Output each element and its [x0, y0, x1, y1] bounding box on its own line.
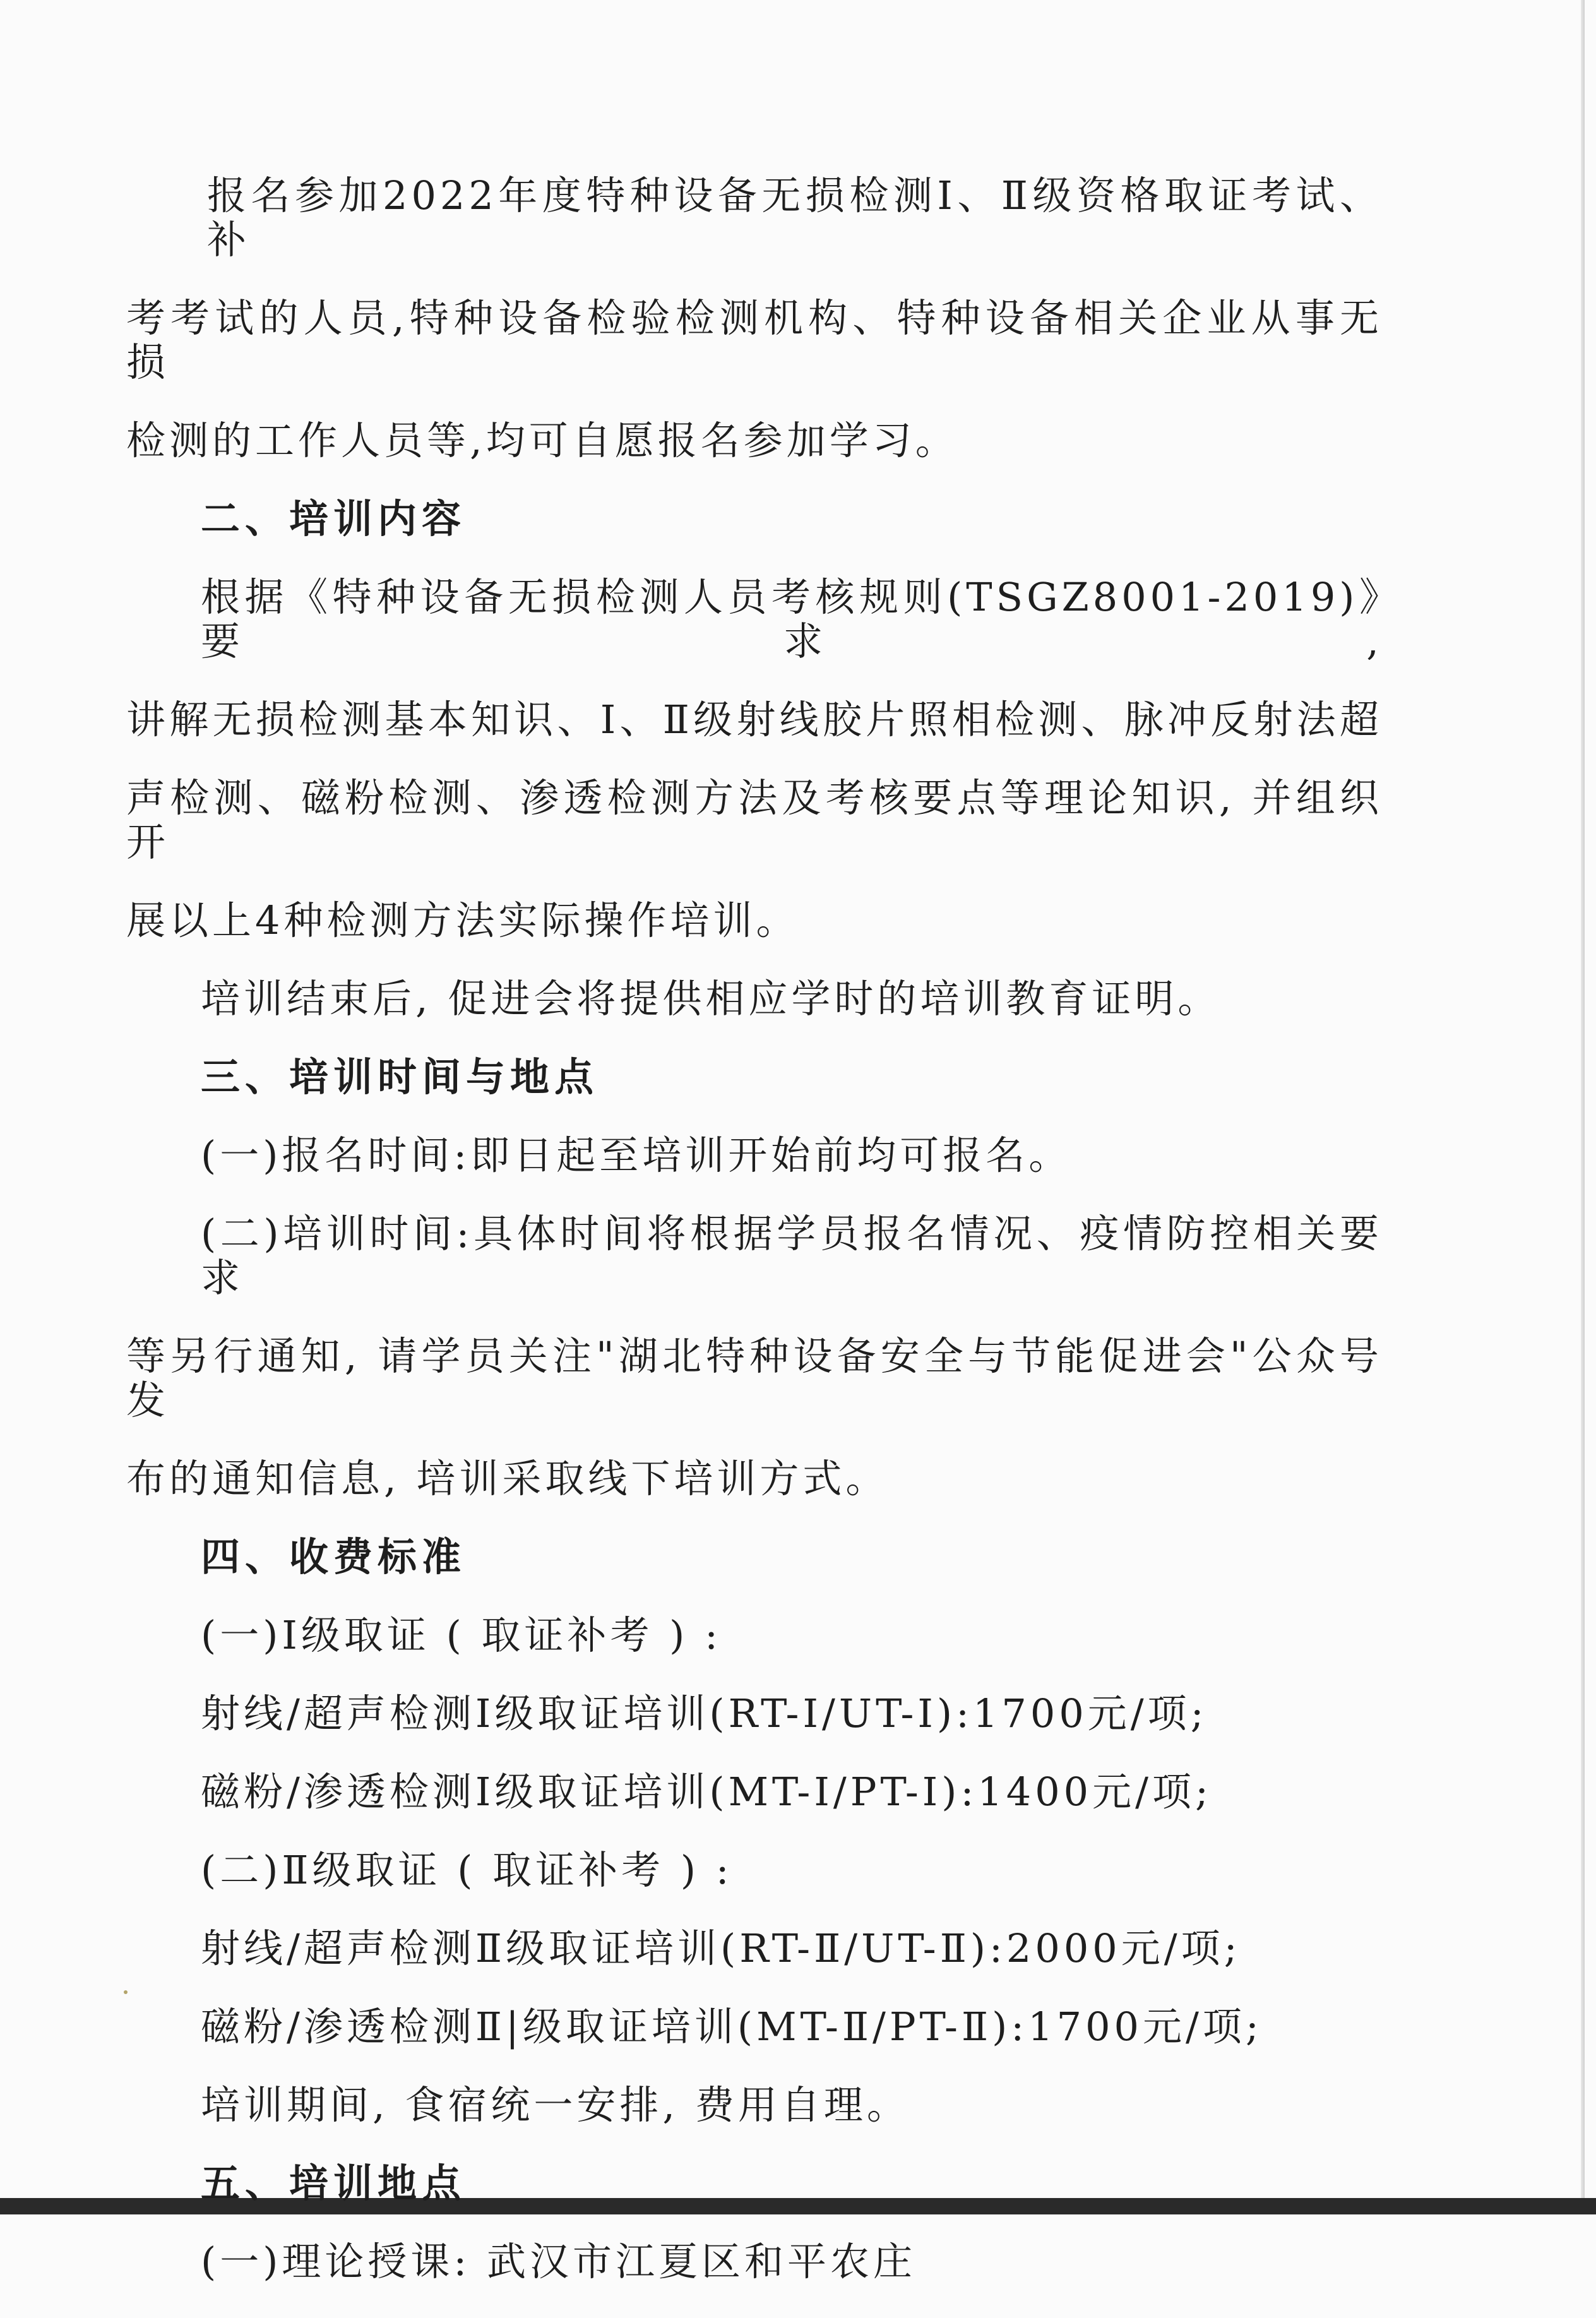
fee-level2-rt-ut: 射线/超声检测Ⅱ级取证培训(RT-Ⅱ/UT-Ⅱ):2000元/项; [201, 1925, 1241, 1971]
content-line-4: 展以上4种检测方法实际操作培训。 [126, 897, 799, 943]
fee-level1-mt-pt: 磁粉/渗透检测Ⅰ级取证培训(MT-Ⅰ/PT-Ⅰ):1400元/项; [201, 1769, 1212, 1815]
document-body [126, 174, 1383, 2318]
section-heading-time-place: 三、培训时间与地点 [201, 1054, 599, 1100]
content-line-1: 根据《特种设备无损检测人员考核规则(TSGZ8001-2019)》要求, [201, 574, 1383, 664]
section-heading-training-content: 二、培训内容 [201, 496, 467, 542]
content-line-3: 声检测、磁粉检测、渗透检测方法及考核要点等理论知识, 并组织开 [126, 775, 1383, 865]
training-time-line-1: (二)培训时间:具体时间将根据学员报名情况、疫情防控相关要求 [201, 1210, 1383, 1301]
page-right-edge [1581, 0, 1585, 2214]
training-time-line-3: 布的通知信息, 培训采取线下培训方式。 [126, 1455, 889, 1502]
training-time-line-2: 等另行通知, 请学员关注"湖北特种设备安全与节能促进会"公众号发 [126, 1333, 1383, 1423]
section-heading-fees: 四、收费标准 [201, 1534, 467, 1580]
fee-level2-title: (二)Ⅱ级取证 ( 取证补考 ) : [201, 1847, 733, 1893]
lodging-note: 培训期间, 食宿统一安排, 费用自理。 [201, 2082, 910, 2128]
fee-level1-title: (一)Ⅰ级取证 ( 取证补考 ) : [201, 1612, 722, 1658]
fee-level2-mt-pt: 磁粉/渗透检测Ⅱ|级取证培训(MT-Ⅱ/PT-Ⅱ):1700元/项; [201, 2004, 1263, 2050]
certificate-note: 培训结束后, 促进会将提供相应学时的培训教育证明。 [201, 976, 1221, 1022]
section-heading-location: 五、培训地点 [201, 2160, 467, 2206]
content-line-2: 讲解无损检测基本知识、Ⅰ、Ⅱ级射线胶片照相检测、脉冲反射法超 [126, 696, 1383, 743]
eligibility-line-2: 考考试的人员,特种设备检验检测机构、特种设备相关企业从事无损 [126, 295, 1383, 385]
eligibility-line-1: 报名参加2022年度特种设备无损检测Ⅰ、Ⅱ级资格取证考试、补 [207, 172, 1383, 263]
fee-level1-rt-ut: 射线/超声检测Ⅰ级取证培训(RT-Ⅰ/UT-Ⅰ):1700元/项; [201, 1690, 1208, 1736]
registration-time: (一)报名时间:即日起至培训开始前均可报名。 [201, 1132, 1072, 1178]
theory-location: (一)理论授课: 武汉市江夏区和平农庄 [201, 2238, 916, 2285]
eligibility-line-3: 检测的工作人员等,均可自愿报名参加学习。 [126, 417, 958, 463]
